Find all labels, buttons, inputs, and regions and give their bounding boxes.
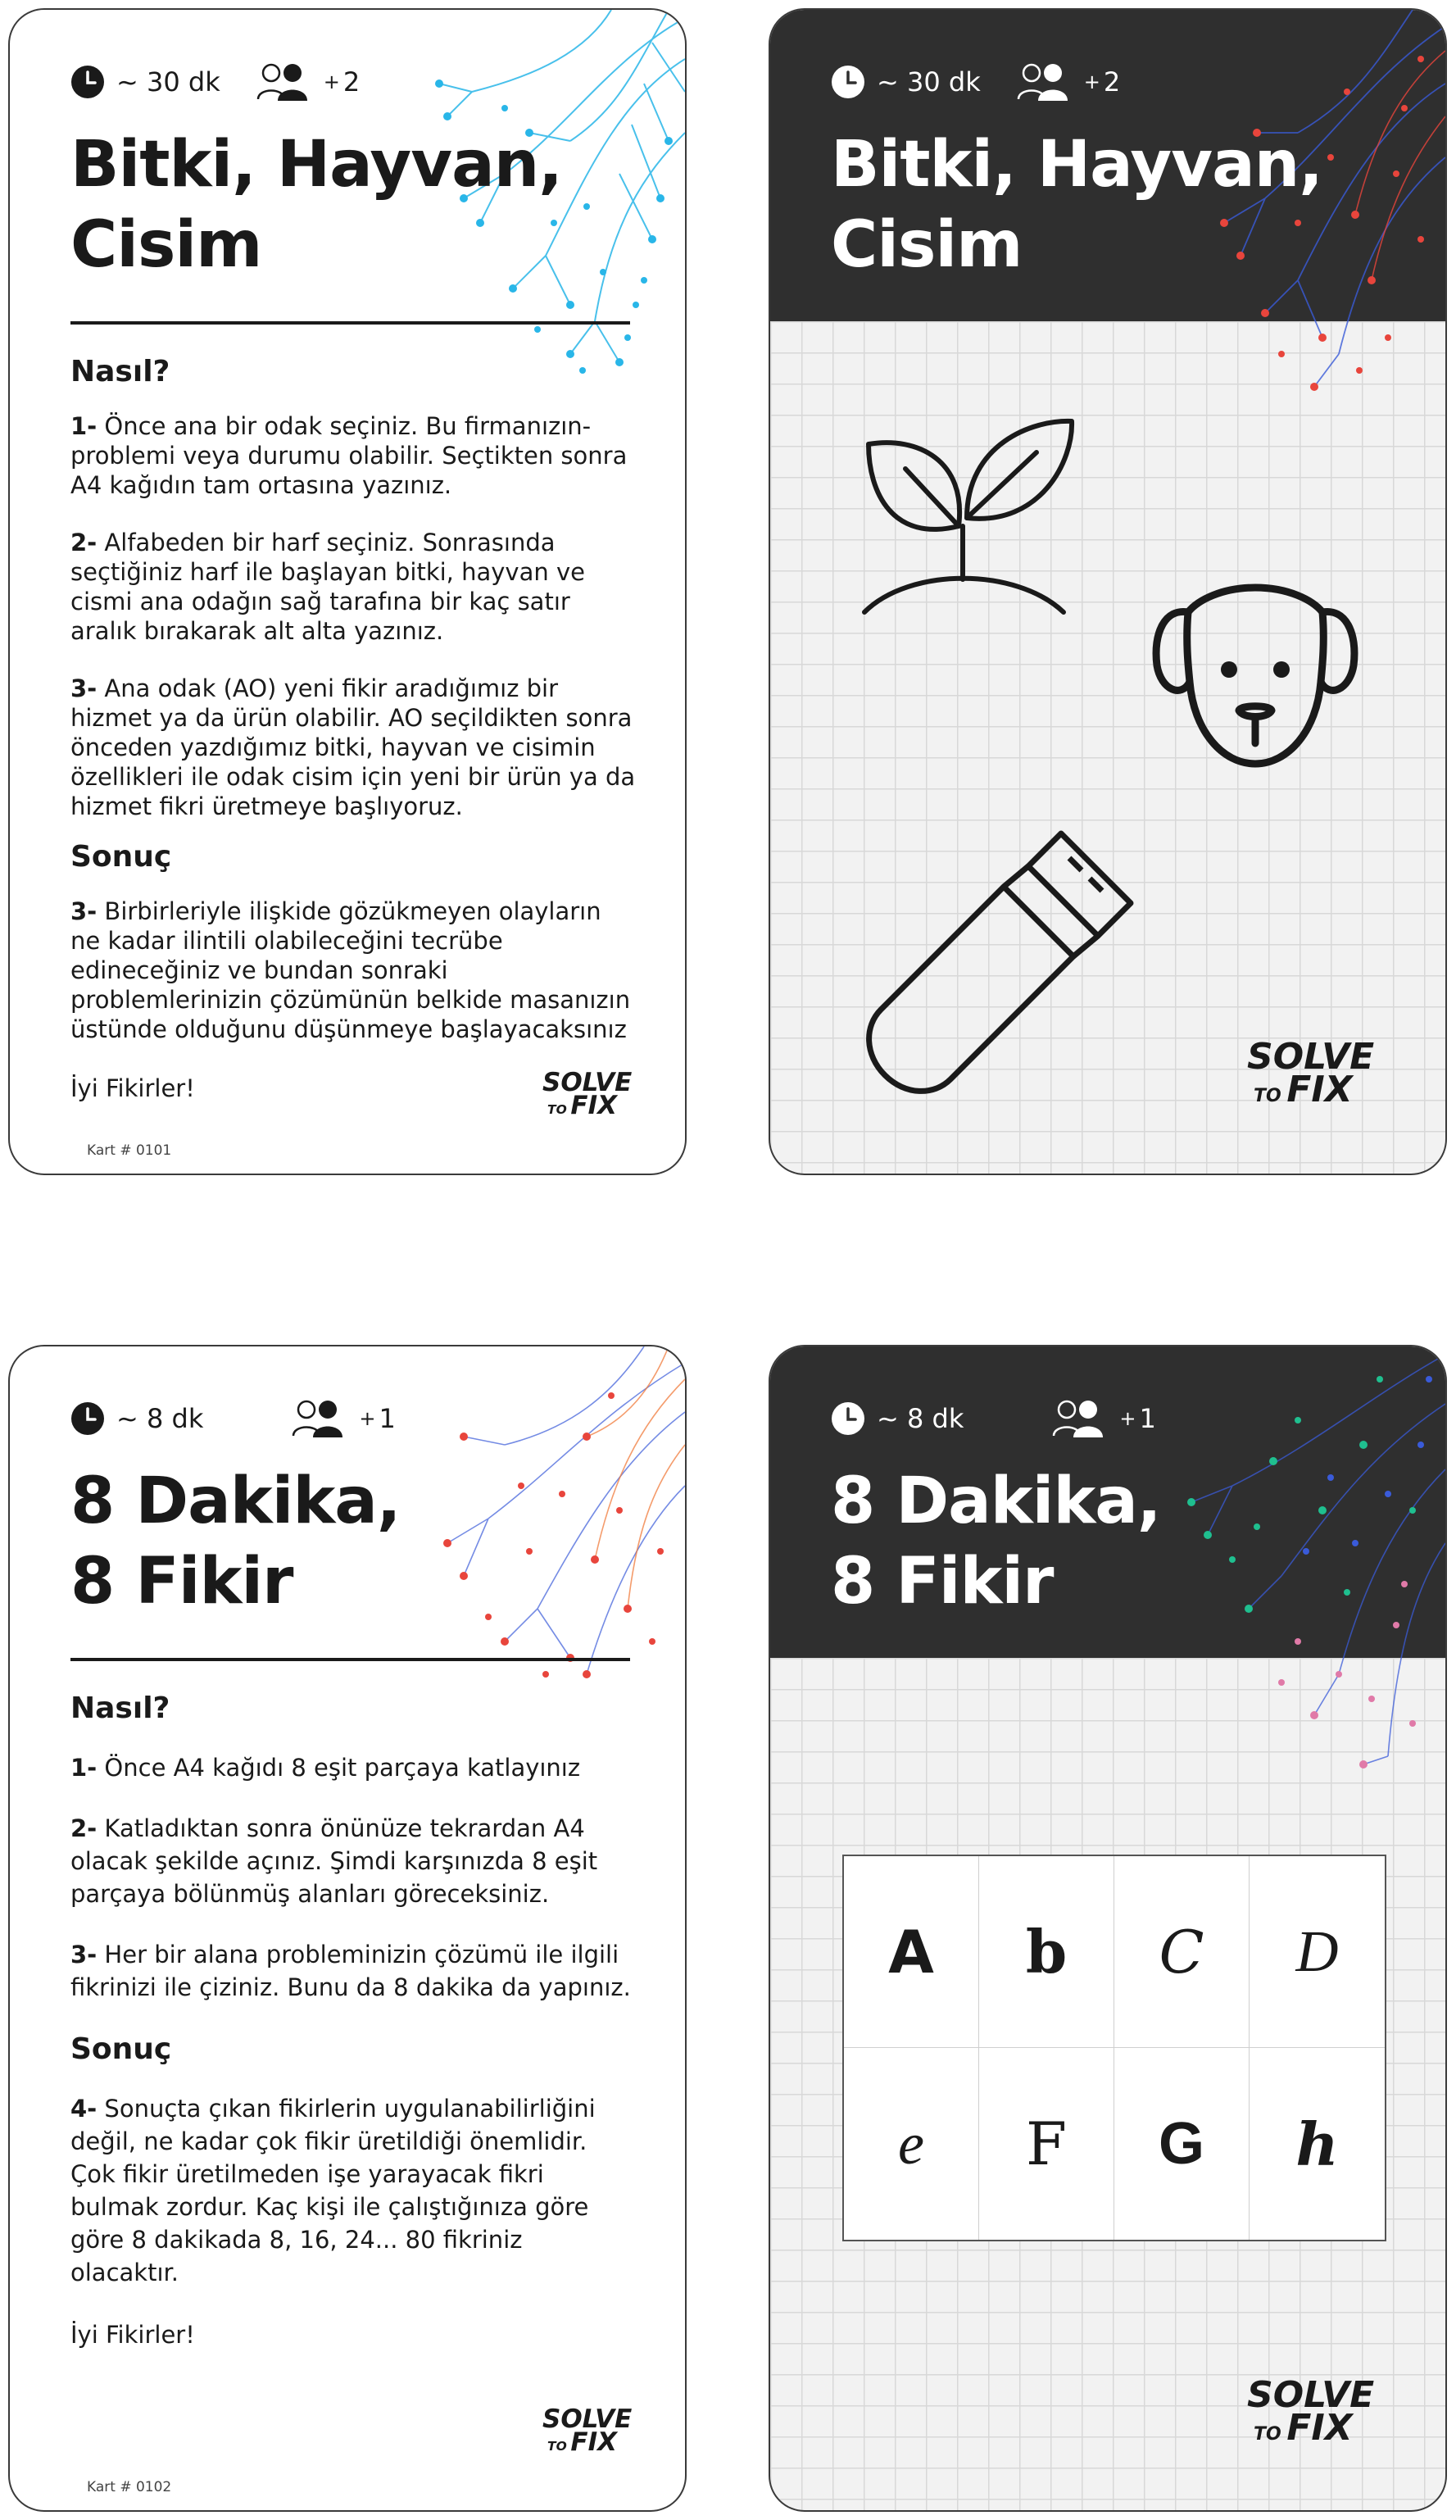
clock-icon xyxy=(70,1401,105,1436)
people-icon xyxy=(1052,1398,1118,1439)
result-text: 3- Birbirleriyle ilişkide gözükmeyen olayların ne kadar ilintili olabileceğini tecrübe edineceğiniz ve bundan sonraki problemlerinizin çözümünün belkide masanızın üstünde olduğunu düşünmeye başlayacaksınız xyxy=(70,897,631,1043)
plus-sign: + xyxy=(1083,70,1100,93)
how-heading: Nasıl? xyxy=(70,1691,170,1725)
card-back-bitki xyxy=(769,8,1447,1175)
letter-cell: A xyxy=(844,1856,979,2048)
card-title xyxy=(70,125,562,285)
solve-to-fix-logo: SOLVE TO FIX xyxy=(1247,2374,1375,2449)
card-meta xyxy=(70,1401,396,1437)
step-1: 1- Önce ana bir odak seçiniz. Bu firmanızın-problemi veya durumu olabilir. Seçtikten sonra A4 kağıdın tam ortasına yazınız. xyxy=(70,412,628,499)
clock-icon xyxy=(831,1401,865,1436)
solve-to-fix-logo: SOLVE TO FIX xyxy=(1247,1036,1375,1110)
plus-sign: + xyxy=(1119,1407,1136,1430)
usb-stick-icon xyxy=(860,829,1139,1100)
people-icon xyxy=(256,61,322,102)
dog-icon xyxy=(1149,575,1370,772)
divider xyxy=(70,321,630,325)
card-title xyxy=(831,1461,1161,1622)
clock-icon xyxy=(70,65,105,99)
letter-cell: G xyxy=(1114,2048,1250,2240)
letter-cell: h xyxy=(1295,2109,1339,2179)
card-content xyxy=(70,1691,636,2351)
solve-to-fix-logo-small: SOLVE TO FIX xyxy=(542,2404,633,2457)
solve-to-fix-logo-small: SOLVE TO FIX xyxy=(542,1068,633,1120)
title-line-1: 8 Dakika, xyxy=(831,1464,1161,1538)
duration: ~ 30 dk xyxy=(116,66,220,98)
result-heading: Sonuç xyxy=(70,840,172,874)
duration: ~ 8 dk xyxy=(877,1403,964,1434)
card-id: Kart # 0102 xyxy=(87,2479,172,2495)
letter-cell: C xyxy=(1114,1856,1250,2048)
player-count: 2 xyxy=(342,66,361,98)
card-front-8-dakika xyxy=(8,1345,687,2512)
card-meta xyxy=(831,64,1120,100)
duration: ~ 30 dk xyxy=(877,66,981,98)
card-title xyxy=(70,1461,401,1622)
step-2: 2- Alfabeden bir harf seçiniz. Sonrasında seçtiğiniz harf ile başlayan bitki, hayvan ve cismi ana odağın sağ tarafına bir kaç satır aralık bırakarak alt alta yazınız. xyxy=(70,529,585,645)
card-front-bitki xyxy=(8,8,687,1175)
plus-sign: + xyxy=(323,70,340,93)
title-line-2: Cisim xyxy=(831,208,1023,282)
title-line-1: 8 Dakika, xyxy=(70,1464,401,1538)
step-1: 1- Önce A4 kağıdı 8 eşit parçaya katlayınız xyxy=(70,1754,581,1782)
how-heading: Nasıl? xyxy=(70,355,170,388)
step-2: 2- Katladıktan sonra önünüze tekrardan A4 olacak şekilde açınız. Şimdi karşınızda 8 eşit parçaya bölünmüş alanları göreceksiniz. xyxy=(70,1814,598,1908)
step-3: 3- Her bir alana probleminizin çözümü ile ilgili fikrinizi ile çiziniz. Bunu da 8 dakika da yapınız. xyxy=(70,1941,631,2001)
closing: İyi Fikirler! xyxy=(70,2321,195,2349)
result-text: 4- Sonuçta çıkan fikirlerin uygulanabilirliğini değil, ne kadar çok fikir üretildiği önemlidir. Çok fikir üretilmeden işe yarayacak fikri bulmak zordur. Kaç kişi ile çalıştığınıza göre göre 8 dakikada 8, 16, 24... 80 fikriniz olacaktır. xyxy=(70,2095,596,2286)
card-title xyxy=(831,125,1322,285)
player-count: 1 xyxy=(1139,1403,1156,1434)
clock-icon xyxy=(831,65,865,99)
letter-grid xyxy=(842,1855,1386,2241)
plus-sign: + xyxy=(359,1407,376,1430)
player-count: 2 xyxy=(1103,66,1121,98)
player-count: 1 xyxy=(379,1403,396,1434)
people-icon xyxy=(1017,61,1082,102)
letter-cell: b xyxy=(979,1856,1114,2048)
title-line-2: 8 Fikir xyxy=(70,1545,293,1619)
people-icon xyxy=(292,1398,357,1439)
title-line-2: 8 Fikir xyxy=(831,1545,1054,1619)
title-line-2: Cisim xyxy=(70,208,262,282)
duration: ~ 8 dk xyxy=(116,1403,204,1434)
card-id: Kart # 0101 xyxy=(87,1142,172,1159)
divider xyxy=(70,1658,630,1661)
card-content xyxy=(70,354,636,1103)
card-meta xyxy=(831,1401,1156,1437)
plant-icon xyxy=(860,411,1082,633)
closing: İyi Fikirler! xyxy=(70,1074,195,1102)
title-line-1: Bitki, Hayvan, xyxy=(70,128,562,202)
letter-cell: e xyxy=(844,2048,979,2240)
letter-cell: D xyxy=(1250,1856,1385,2048)
result-heading: Sonuç xyxy=(70,2032,172,2066)
step-3: 3- Ana odak (AO) yeni fikir aradığımız bir hizmet ya da ürün olabilir. AO seçildikten sonra önceden yazdığımız bitki, hayvan ve cisimin özellikleri ile odak cisim için yeni bir ürün ya da hizmet fikri üretmeye başlıyoruz. xyxy=(70,674,636,820)
title-line-1: Bitki, Hayvan, xyxy=(831,128,1322,202)
card-meta xyxy=(70,64,360,100)
card-back-8-dakika xyxy=(769,1345,1447,2512)
letter-cell: F xyxy=(979,2048,1114,2240)
